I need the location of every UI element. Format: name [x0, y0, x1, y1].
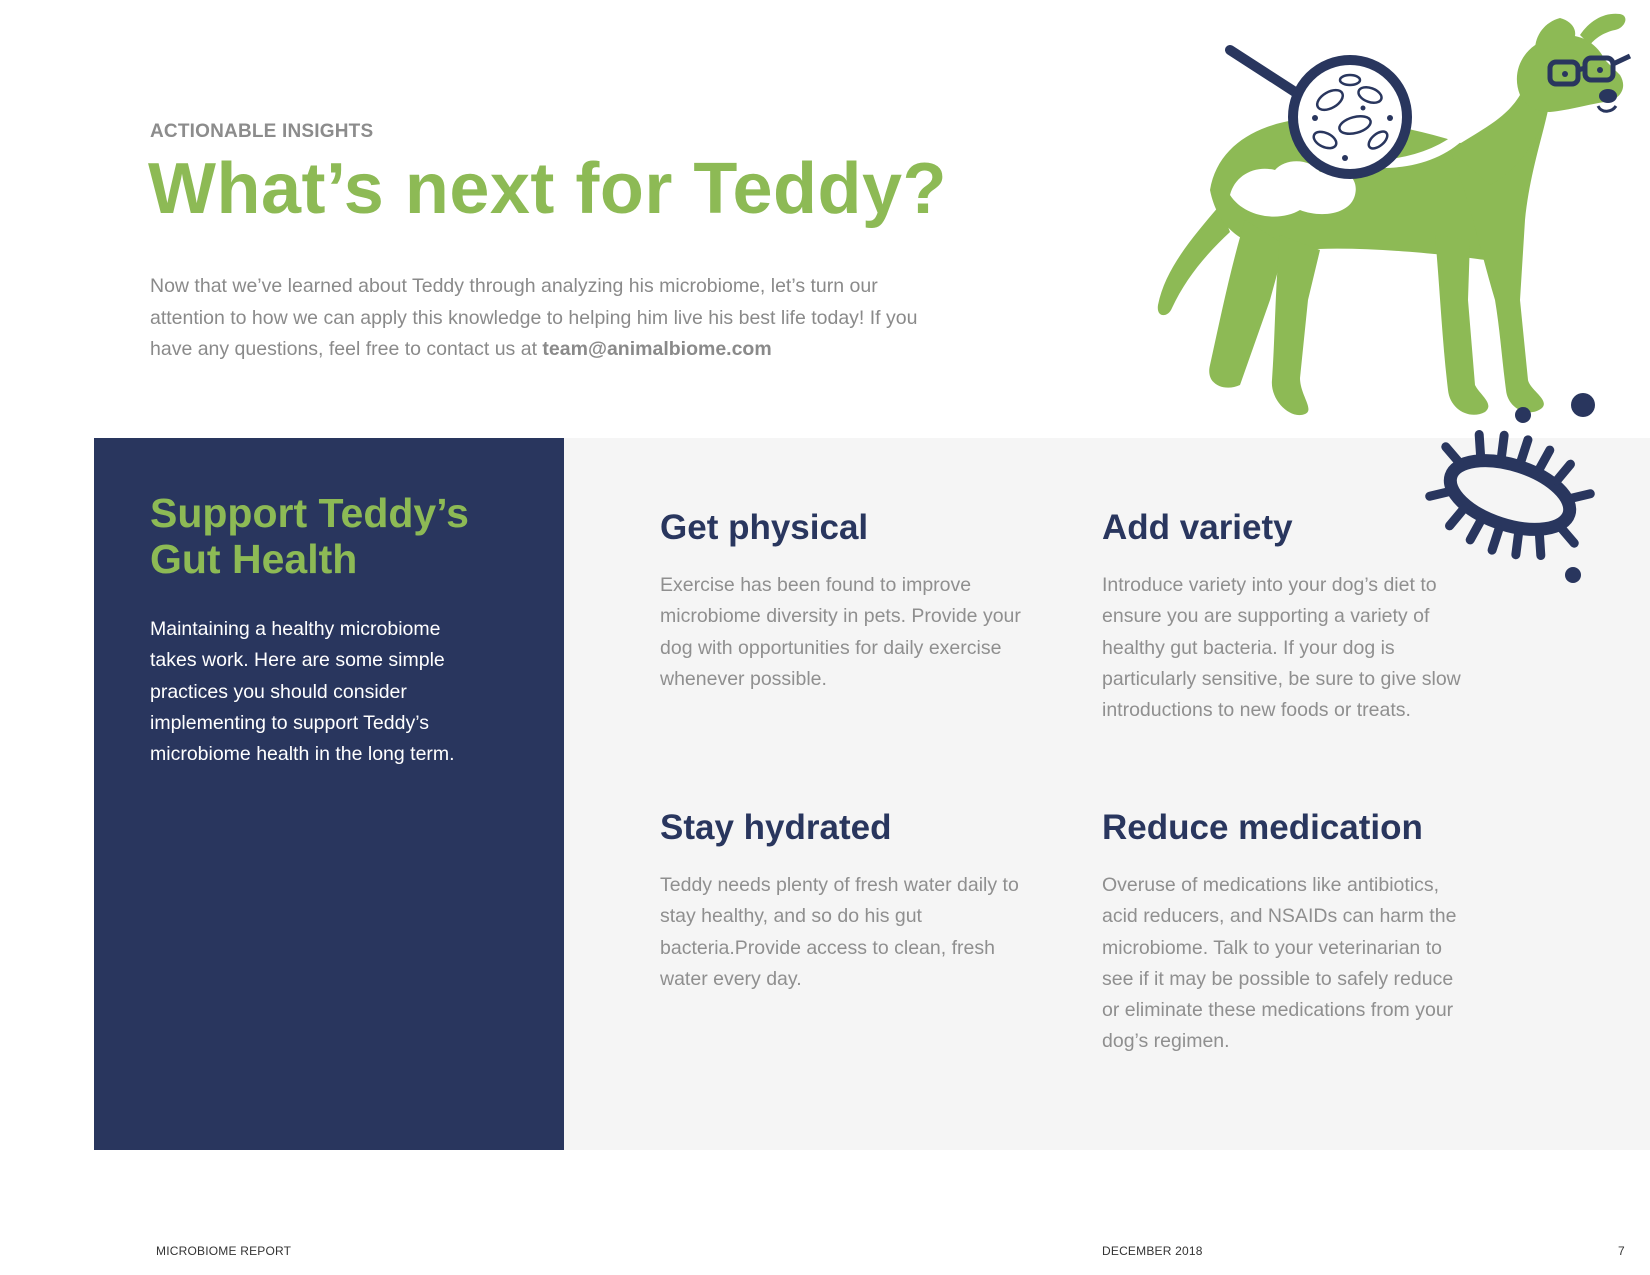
tip-text: Teddy needs plenty of fresh water daily to stay healthy, and so do his gut bacteria.Provide access to clean, fresh water every day.	[660, 874, 1019, 990]
tip-text: Exercise has been found to improve microbiome diversity in pets. Provide your dog with opportunities for daily exercise whenever possible.	[660, 574, 1021, 690]
intro-text: Now that we’ve learned about Teddy through analyzing his microbiome, let’s turn our attention to how we can apply this knowledge to helping him live his best life today! If you have any questions, feel free to contact us at	[150, 275, 918, 360]
contact-email[interactable]: team@animalbiome.com	[542, 338, 772, 360]
tip-title: Stay hydrated	[660, 808, 892, 847]
tip-add-variety	[1102, 508, 1472, 726]
tip-text: Overuse of medications like antibiotics, acid reducers, and NSAIDs can harm the microbiome. Talk to your veterinarian to see if it may be possible to safely reduce or eliminate these medications from your dog’s regimen.	[1102, 874, 1457, 1053]
section-eyebrow: ACTIONABLE INSIGHTS	[150, 121, 374, 142]
tip-title: Get physical	[660, 508, 869, 547]
tip-get-physical	[660, 508, 1030, 695]
page-title: What’s next for Teddy?	[148, 149, 948, 229]
tip-title: Reduce medication	[1102, 808, 1423, 847]
support-panel-text: Maintaining a healthy microbiome takes work. Here are some simple practices you should consider implementing to support Teddy’s microbiome health in the long term.	[150, 618, 455, 766]
tip-stay-hydrated	[660, 808, 1030, 995]
support-panel	[94, 438, 564, 1150]
intro-paragraph	[150, 271, 930, 366]
tip-text: Introduce variety into your dog’s diet to ensure you are supporting a variety of healthy gut bacteria. If your dog is particularly sensitive, be sure to give slow introductions to new foods or treats.	[1102, 574, 1461, 722]
tip-reduce-medication	[1102, 808, 1472, 1058]
footer-date: DECEMBER 2018	[1102, 1244, 1203, 1258]
footer-page-number: 7	[1618, 1244, 1625, 1258]
support-panel-title: Support Teddy’s Gut Health	[150, 490, 469, 582]
footer-report-name: MICROBIOME REPORT	[156, 1244, 292, 1258]
tip-title: Add variety	[1102, 508, 1293, 547]
dog-with-glasses-icon	[1150, 0, 1650, 440]
